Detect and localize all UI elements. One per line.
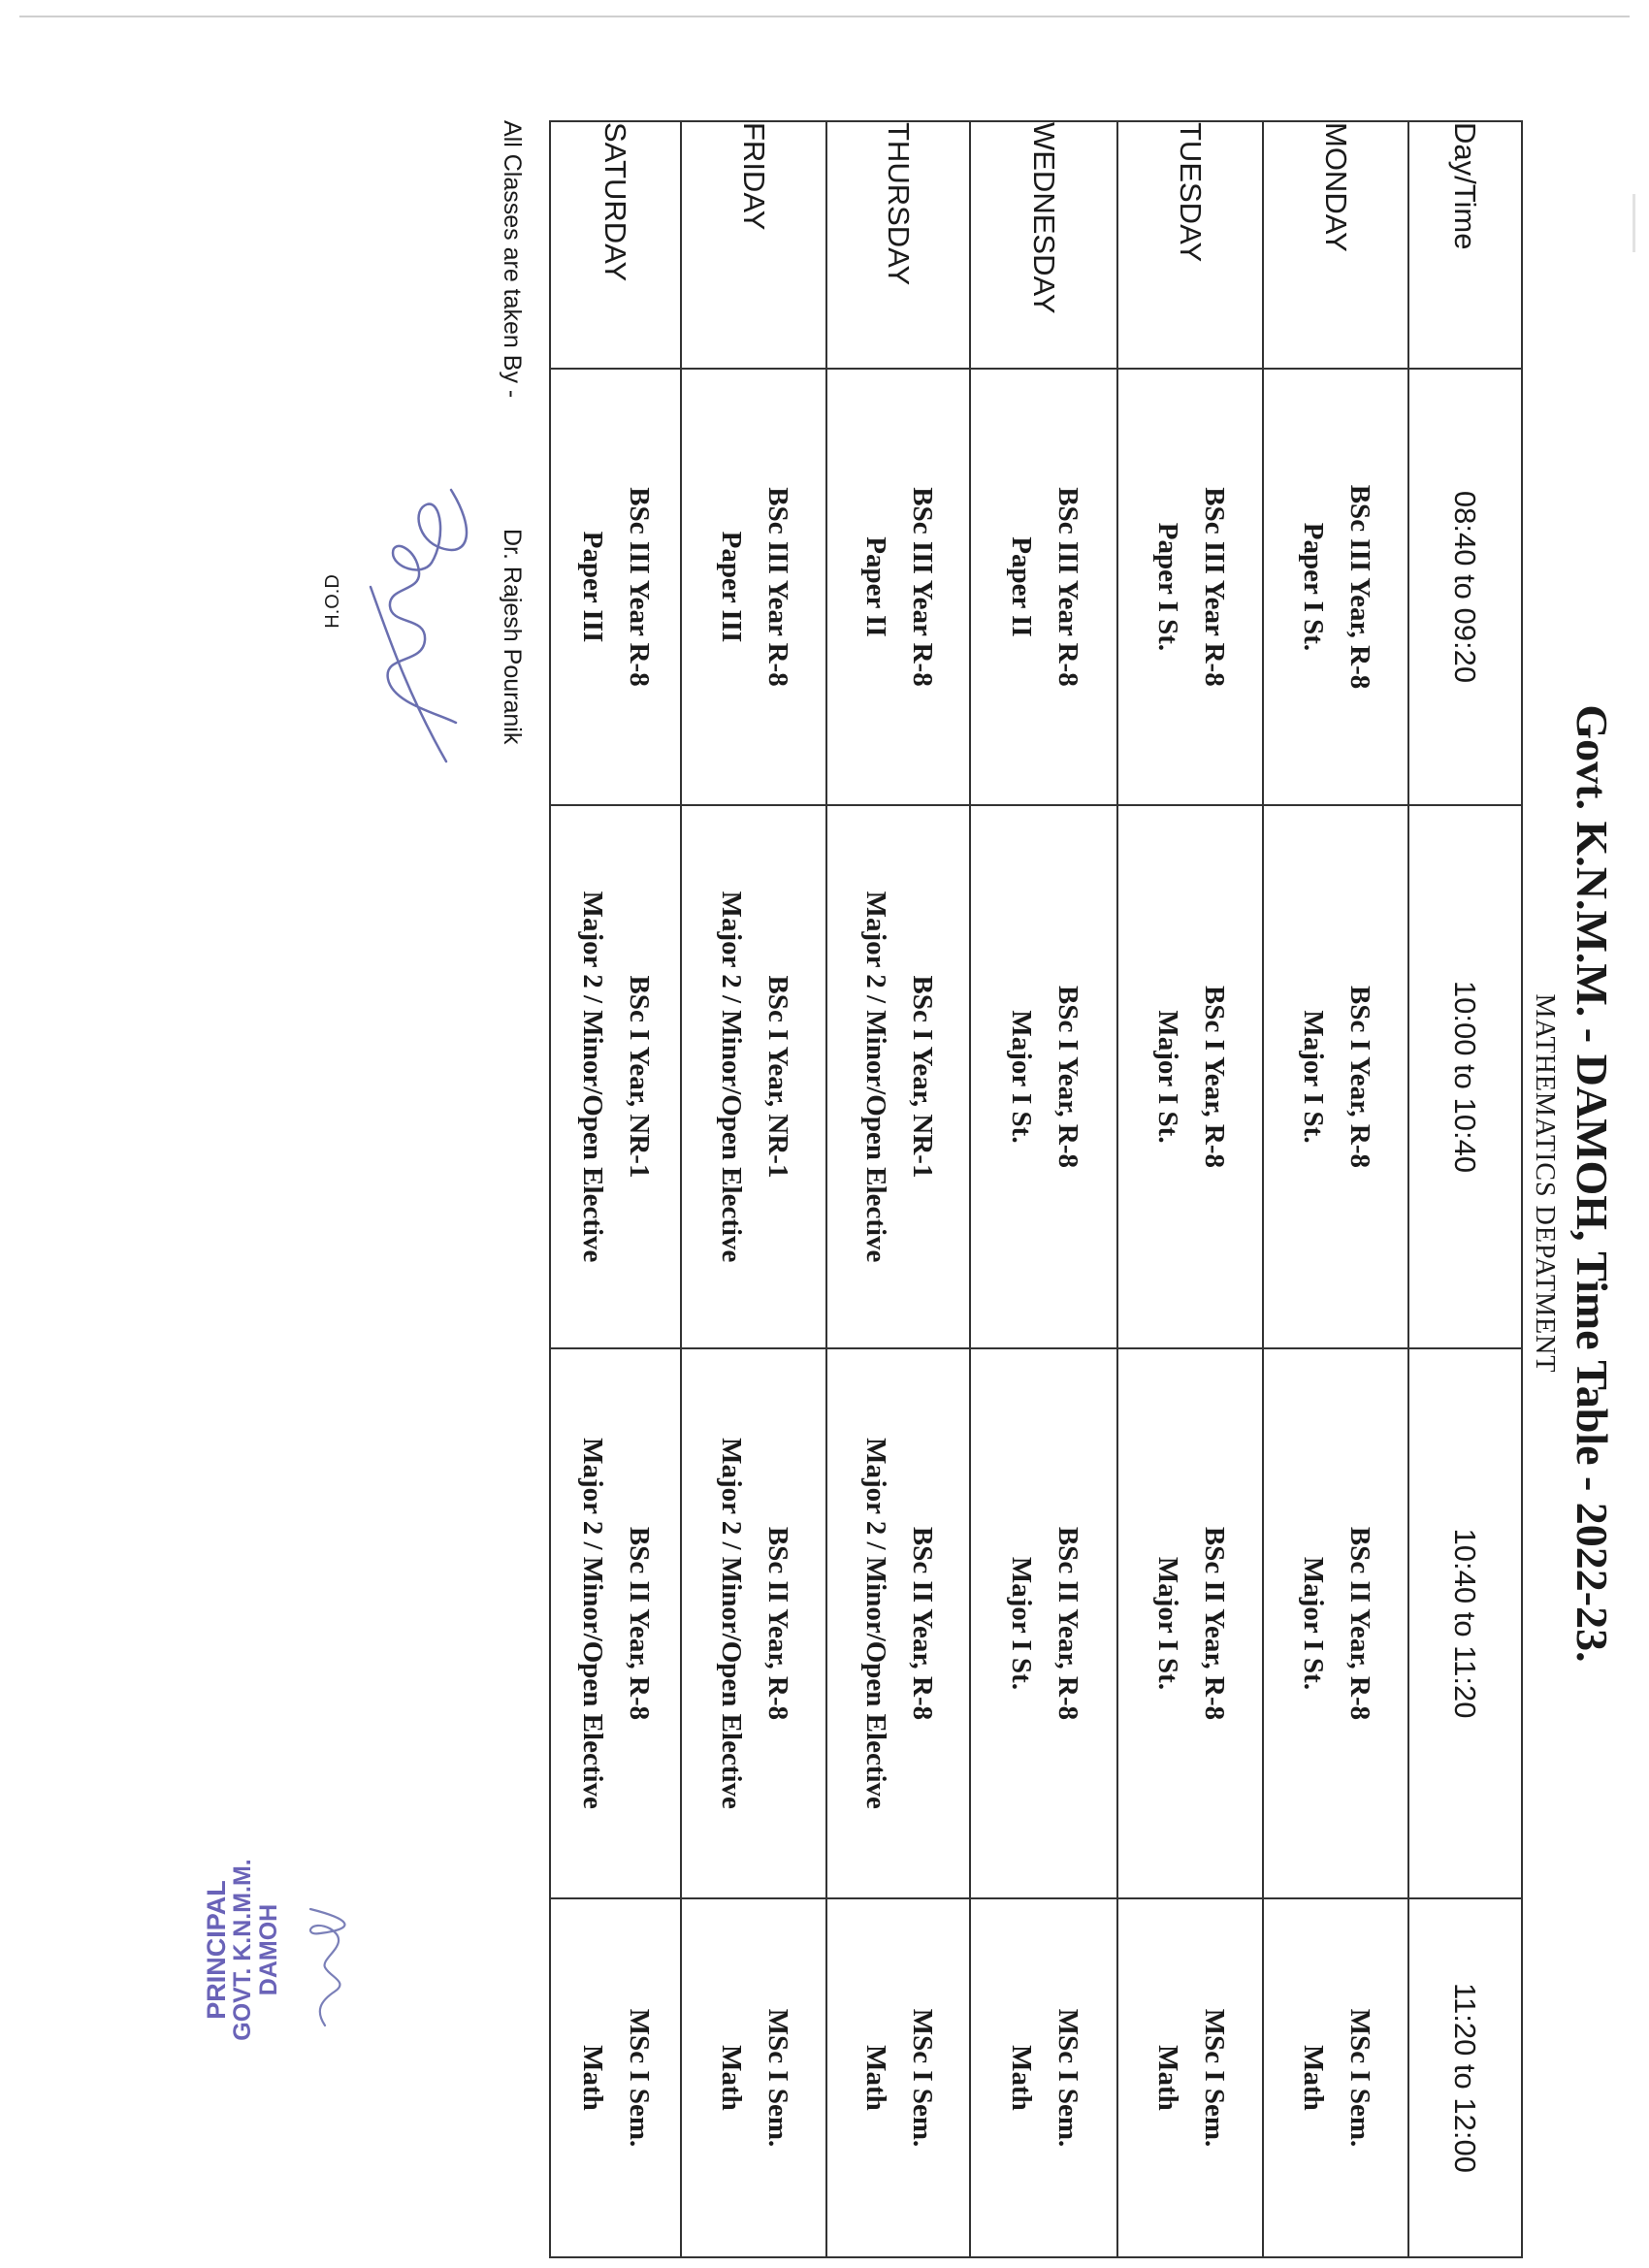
class-cell: BSc I Year, NR-1 Major 2 / Minor/Open Elective [681,805,826,1348]
day-label: FRIDAY [681,121,826,369]
corner-header: Day/Time [1408,121,1522,369]
time-header: 10:00 to 10:40 [1408,805,1522,1348]
header-row [1408,121,1522,2257]
principal-signature [291,1890,378,2035]
class-cell: BSc II Year, R-8 Major 2 / Minor/Open Elective [826,1348,970,1898]
class-cell: MSc I Sem. Math [681,1898,826,2257]
class-cell: BSc I Year, NR-1 Major 2 / Minor/Open Elective [550,805,681,1348]
class-cell: BSc III Year R-8 Paper I St. [1117,369,1263,805]
time-header: 08:40 to 09:20 [1408,369,1522,805]
class-cell: BSc I Year, R-8 Major I St. [970,805,1117,1348]
timetable [549,120,1523,2258]
day-label: TUESDAY [1117,121,1263,369]
class-cell: MSc I Sem. Math [826,1898,970,2257]
table-row-tuesday [1117,121,1263,2257]
table-row-thursday [826,121,970,2257]
class-cell: BSc III Year R-8 Paper III [550,369,681,805]
class-cell: BSc III Year R-8 Paper III [681,369,826,805]
day-label: MONDAY [1263,121,1408,369]
stamp-line: PRINCIPAL [202,1880,232,2020]
table-row-saturday [550,121,681,2257]
class-cell: BSc II Year, R-8 Major I St. [1117,1348,1263,1898]
class-cell: BSc I Year, R-8 Major I St. [1263,805,1408,1348]
hod-signature [349,470,485,771]
table-row-wednesday [970,121,1117,2257]
stamp-line: GOVT. K.N.M.M. [229,1859,257,2041]
class-cell: MSc I Sem. Math [1117,1898,1263,2257]
day-label: THURSDAY [826,121,970,369]
footer-label: All Classes are taken By - [499,120,526,399]
department-subtitle: MATHEMATICS DEPATMENT [1530,993,1560,1374]
class-cell: BSc II Year, R-8 Major 2 / Minor/Open Elective [550,1348,681,1898]
table-row-monday [1263,121,1408,2257]
class-cell: BSc III Year R-8 Paper II [826,369,970,805]
hod-name: Dr. Rajesh Pouranik [499,529,526,745]
class-cell: BSc III Year R-8 Paper II [970,369,1117,805]
class-cell: BSc II Year, R-8 Major I St. [970,1348,1117,1898]
principal-stamp [203,1824,281,2076]
time-header: 11:20 to 12:00 [1408,1898,1522,2257]
stamp-line: DAMOH [254,1903,282,1996]
class-cell: BSc II Year, R-8 Major 2 / Minor/Open Elective [681,1348,826,1898]
class-cell: BSc II Year, R-8 Major I St. [1263,1348,1408,1898]
class-cell: BSc I Year, NR-1 Major 2 / Minor/Open Elective [826,805,970,1348]
class-cell: BSc I Year, R-8 Major I St. [1117,805,1263,1348]
class-cell: MSc I Sem. Math [1263,1898,1408,2257]
class-cell: BSc III Year, R-8 Paper I St. [1263,369,1408,805]
document-title: Govt. K.N.M.M. - DAMOH, Time Table - 2022-23. [1568,704,1617,1663]
time-header: 10:40 to 11:20 [1408,1348,1522,1898]
class-cell: MSc I Sem. Math [550,1898,681,2257]
table-row-friday [681,121,826,2257]
day-label: WEDNESDAY [970,121,1117,369]
day-label: SATURDAY [550,121,681,369]
class-cell: MSc I Sem. Math [970,1898,1117,2257]
hod-label: H.O.D [322,574,343,629]
